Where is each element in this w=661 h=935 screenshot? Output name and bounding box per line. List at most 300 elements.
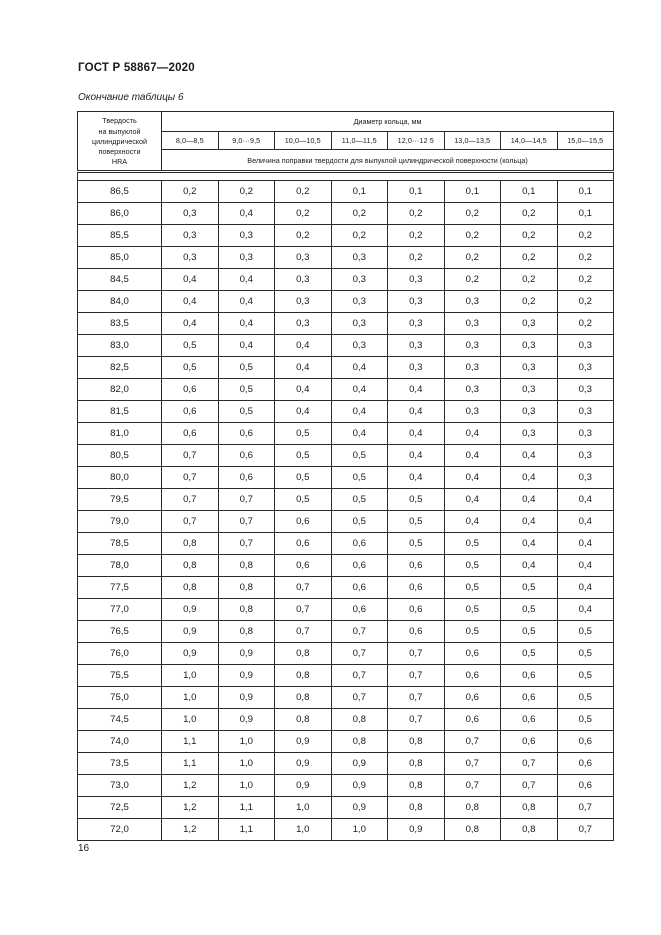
diameter-column-header: 14,0—14,5	[501, 132, 558, 150]
table-row	[78, 379, 614, 401]
correction-value-cell: 0,9	[162, 643, 219, 665]
correction-value-cell: 0,4	[444, 467, 501, 489]
correction-value-cell: 0,5	[557, 709, 614, 731]
correction-value-cell: 0,2	[444, 269, 501, 291]
correction-value-cell: 0,7	[162, 467, 219, 489]
correction-value-cell: 0,9	[218, 665, 275, 687]
correction-value-cell: 0,5	[501, 577, 558, 599]
correction-value-cell: 0,5	[331, 467, 388, 489]
correction-value-cell: 0,2	[444, 225, 501, 247]
correction-value-cell: 0,8	[275, 665, 332, 687]
correction-value-cell: 0,3	[501, 423, 558, 445]
correction-value-cell: 0,4	[557, 599, 614, 621]
correction-value-cell: 0,5	[501, 643, 558, 665]
correction-value-cell: 0,2	[444, 247, 501, 269]
correction-value-cell: 0,6	[218, 467, 275, 489]
correction-value-cell: 0,8	[162, 533, 219, 555]
correction-value-cell: 0,1	[501, 181, 558, 203]
correction-value-cell: 0,5	[162, 335, 219, 357]
correction-value-cell: 0,7	[388, 643, 445, 665]
correction-value-cell: 0,7	[501, 753, 558, 775]
correction-value-cell: 0,3	[331, 313, 388, 335]
correction-value-cell: 0,7	[444, 753, 501, 775]
correction-value-cell: 0,4	[557, 533, 614, 555]
correction-value-cell: 0,2	[275, 225, 332, 247]
correction-value-cell: 0,3	[331, 247, 388, 269]
correction-value-cell: 0,6	[275, 555, 332, 577]
correction-value-cell: 0,4	[275, 379, 332, 401]
correction-value-cell: 0,9	[218, 709, 275, 731]
correction-value-cell: 0,4	[218, 313, 275, 335]
correction-value-cell: 0,6	[275, 511, 332, 533]
correction-value-cell: 0,5	[218, 379, 275, 401]
correction-value-cell: 0,6	[501, 709, 558, 731]
hardness-cell: 84,0	[78, 291, 162, 313]
correction-value-cell: 0,6	[388, 555, 445, 577]
correction-value-cell: 0,5	[444, 577, 501, 599]
table-row	[78, 203, 614, 225]
hardness-cell: 77,0	[78, 599, 162, 621]
correction-value-cell: 0,6	[275, 533, 332, 555]
correction-value-cell: 0,5	[557, 665, 614, 687]
table-row	[78, 775, 614, 797]
hardness-cell: 83,5	[78, 313, 162, 335]
hardness-cell: 82,0	[78, 379, 162, 401]
correction-value-cell: 0,8	[388, 797, 445, 819]
correction-value-cell: 0,7	[275, 621, 332, 643]
correction-value-cell: 0,8	[388, 731, 445, 753]
correction-value-cell: 0,1	[388, 181, 445, 203]
correction-value-cell: 0,2	[388, 247, 445, 269]
hardness-cell: 80,5	[78, 445, 162, 467]
stub-line: цилиндрической	[91, 136, 148, 146]
correction-value-cell: 0,9	[218, 643, 275, 665]
correction-value-cell: 0,4	[501, 555, 558, 577]
correction-value-cell: 0,7	[331, 665, 388, 687]
table-row	[78, 357, 614, 379]
correction-value-cell: 0,8	[388, 775, 445, 797]
correction-value-cell: 0,5	[218, 401, 275, 423]
table-row	[78, 269, 614, 291]
correction-value-cell: 0,7	[331, 687, 388, 709]
correction-value-cell: 0,4	[501, 445, 558, 467]
correction-value-cell: 0,4	[218, 291, 275, 313]
correction-value-cell: 0,3	[501, 401, 558, 423]
correction-value-cell: 0,2	[275, 203, 332, 225]
header-separator	[78, 172, 614, 181]
correction-value-cell: 0,6	[331, 599, 388, 621]
correction-value-cell: 0,3	[388, 357, 445, 379]
correction-value-cell: 0,7	[388, 665, 445, 687]
correction-value-cell: 0,5	[275, 467, 332, 489]
correction-value-cell: 0,8	[444, 797, 501, 819]
table-row	[78, 665, 614, 687]
correction-value-cell: 0,6	[501, 687, 558, 709]
correction-value-cell: 0,3	[501, 379, 558, 401]
correction-value-cell: 0,4	[557, 489, 614, 511]
hardness-cell: 74,0	[78, 731, 162, 753]
correction-value-cell: 0,8	[218, 555, 275, 577]
diameter-column-header: 8,0—8,5	[162, 132, 219, 150]
correction-value-cell: 0,3	[444, 313, 501, 335]
correction-value-cell: 0,9	[162, 599, 219, 621]
hardness-cell: 86,5	[78, 181, 162, 203]
correction-value-cell: 0,7	[218, 533, 275, 555]
hardness-cell: 77,5	[78, 577, 162, 599]
correction-value-cell: 0,5	[331, 489, 388, 511]
diameter-column-header: 13,0—13,5	[444, 132, 501, 150]
correction-value-cell: 0,2	[331, 225, 388, 247]
hardness-stub-header	[78, 112, 162, 172]
correction-value-cell: 0,6	[388, 621, 445, 643]
stub-line: на выпуклой	[98, 126, 141, 136]
correction-value-cell: 0,4	[501, 533, 558, 555]
correction-value-cell: 0,3	[275, 313, 332, 335]
diameter-column-header: 15,0—15,5	[557, 132, 614, 150]
correction-value-cell: 0,6	[501, 731, 558, 753]
correction-value-cell: 0,2	[557, 269, 614, 291]
correction-value-cell: 1,0	[218, 775, 275, 797]
correction-value-cell: 0,6	[331, 533, 388, 555]
table-row	[78, 731, 614, 753]
correction-value-cell: 0,4	[331, 357, 388, 379]
correction-value-cell: 0,8	[444, 819, 501, 841]
hardness-cell: 84,5	[78, 269, 162, 291]
correction-value-cell: 0,6	[331, 555, 388, 577]
correction-value-cell: 0,4	[444, 445, 501, 467]
correction-value-cell: 0,7	[162, 511, 219, 533]
table-row	[78, 247, 614, 269]
correction-header: Величина поправки твердости для выпуклой цилиндрической поверхности (кольца)	[162, 150, 614, 172]
hardness-cell: 78,5	[78, 533, 162, 555]
table-body	[78, 181, 614, 841]
table-row	[78, 709, 614, 731]
correction-value-cell: 0,5	[444, 599, 501, 621]
correction-value-cell: 0,5	[444, 555, 501, 577]
table-row	[78, 599, 614, 621]
correction-value-cell: 0,6	[162, 423, 219, 445]
correction-value-cell: 0,3	[557, 467, 614, 489]
correction-value-cell: 0,6	[557, 775, 614, 797]
stub-line: HRA	[111, 157, 128, 167]
correction-value-cell: 1,0	[218, 753, 275, 775]
correction-value-cell: 0,4	[388, 445, 445, 467]
correction-value-cell: 0,7	[557, 797, 614, 819]
correction-value-cell: 0,7	[331, 643, 388, 665]
correction-value-cell: 0,4	[388, 467, 445, 489]
correction-value-cell: 1,0	[275, 797, 332, 819]
correction-value-cell: 0,7	[388, 709, 445, 731]
stub-line: Твердость	[102, 116, 137, 126]
hardness-cell: 72,5	[78, 797, 162, 819]
correction-value-cell: 0,3	[275, 269, 332, 291]
table-row	[78, 423, 614, 445]
correction-value-cell: 0,8	[501, 819, 558, 841]
hardness-cell: 81,5	[78, 401, 162, 423]
correction-value-cell: 1,0	[162, 687, 219, 709]
correction-value-cell: 0,4	[557, 555, 614, 577]
correction-value-cell: 0,7	[275, 577, 332, 599]
correction-value-cell: 0,9	[331, 775, 388, 797]
correction-value-cell: 0,1	[331, 181, 388, 203]
correction-value-cell: 0,5	[501, 599, 558, 621]
correction-value-cell: 0,9	[331, 797, 388, 819]
correction-value-cell: 0,3	[501, 357, 558, 379]
correction-value-cell: 0,3	[331, 291, 388, 313]
correction-value-cell: 0,3	[162, 203, 219, 225]
correction-value-cell: 0,1	[557, 181, 614, 203]
correction-value-cell: 0,9	[275, 731, 332, 753]
hardness-cell: 85,0	[78, 247, 162, 269]
correction-value-cell: 0,2	[557, 247, 614, 269]
diameter-column-header: 10,0—10,5	[275, 132, 332, 150]
hardness-cell: 72,0	[78, 819, 162, 841]
correction-value-cell: 0,5	[275, 489, 332, 511]
correction-value-cell: 0,7	[275, 599, 332, 621]
correction-value-cell: 0,6	[444, 643, 501, 665]
correction-value-cell: 0,3	[162, 247, 219, 269]
table-row	[78, 621, 614, 643]
correction-value-cell: 0,8	[388, 753, 445, 775]
correction-value-cell: 0,7	[162, 445, 219, 467]
correction-value-cell: 0,4	[444, 423, 501, 445]
correction-value-cell: 0,4	[162, 291, 219, 313]
correction-value-cell: 1,0	[218, 731, 275, 753]
diameter-column-header: 9,0···9,5	[218, 132, 275, 150]
table-row	[78, 577, 614, 599]
correction-value-cell: 0,8	[331, 709, 388, 731]
correction-value-cell: 0,3	[162, 225, 219, 247]
correction-value-cell: 0,3	[388, 269, 445, 291]
table-row	[78, 797, 614, 819]
correction-value-cell: 0,3	[557, 357, 614, 379]
correction-value-cell: 0,3	[218, 225, 275, 247]
correction-value-cell: 0,3	[444, 291, 501, 313]
correction-value-cell: 0,8	[501, 797, 558, 819]
table-row	[78, 489, 614, 511]
correction-value-cell: 0,3	[557, 335, 614, 357]
hardness-cell: 80,0	[78, 467, 162, 489]
correction-table	[77, 111, 614, 841]
correction-value-cell: 1,1	[218, 819, 275, 841]
correction-value-cell: 0,4	[501, 511, 558, 533]
correction-value-cell: 0,2	[501, 203, 558, 225]
correction-value-cell: 0,1	[557, 203, 614, 225]
diameter-span-header: Диаметр кольца, мм	[162, 112, 614, 132]
hardness-cell: 76,5	[78, 621, 162, 643]
hardness-cell: 83,0	[78, 335, 162, 357]
table-row	[78, 335, 614, 357]
correction-value-cell: 0,4	[501, 467, 558, 489]
table-caption: Окончание таблицы 6	[78, 92, 184, 103]
correction-value-cell: 0,5	[501, 621, 558, 643]
correction-value-cell: 0,2	[501, 247, 558, 269]
hardness-cell: 75,5	[78, 665, 162, 687]
correction-value-cell: 0,2	[162, 181, 219, 203]
correction-value-cell: 0,2	[557, 291, 614, 313]
correction-value-cell: 0,5	[444, 533, 501, 555]
correction-value-cell: 0,6	[218, 423, 275, 445]
table-row	[78, 533, 614, 555]
correction-value-cell: 0,7	[331, 621, 388, 643]
hardness-cell: 82,5	[78, 357, 162, 379]
correction-value-cell: 0,8	[218, 599, 275, 621]
correction-value-cell: 0,9	[162, 621, 219, 643]
correction-value-cell: 0,8	[218, 621, 275, 643]
correction-value-cell: 0,6	[557, 753, 614, 775]
correction-value-cell: 0,2	[557, 313, 614, 335]
correction-value-cell: 0,3	[388, 313, 445, 335]
hardness-cell: 86,0	[78, 203, 162, 225]
correction-value-cell: 0,9	[275, 753, 332, 775]
correction-value-cell: 1,0	[331, 819, 388, 841]
correction-value-cell: 1,0	[275, 819, 332, 841]
correction-value-cell: 0,4	[275, 401, 332, 423]
correction-value-cell: 0,4	[275, 357, 332, 379]
hardness-cell: 78,0	[78, 555, 162, 577]
correction-value-cell: 0,5	[557, 687, 614, 709]
correction-value-cell: 0,3	[557, 401, 614, 423]
correction-value-cell: 0,9	[331, 753, 388, 775]
correction-value-cell: 0,3	[557, 445, 614, 467]
correction-value-cell: 0,6	[557, 731, 614, 753]
correction-value-cell: 0,8	[218, 577, 275, 599]
correction-value-cell: 0,5	[275, 445, 332, 467]
table-row	[78, 291, 614, 313]
hardness-cell: 79,0	[78, 511, 162, 533]
stub-line: поверхности	[98, 147, 141, 157]
table-row	[78, 225, 614, 247]
correction-value-cell: 0,4	[218, 203, 275, 225]
correction-value-cell: 0,2	[444, 203, 501, 225]
correction-value-cell: 0,3	[444, 401, 501, 423]
table-row	[78, 819, 614, 841]
correction-value-cell: 0,6	[162, 379, 219, 401]
correction-value-cell: 0,2	[388, 203, 445, 225]
correction-value-cell: 1,2	[162, 797, 219, 819]
correction-value-cell: 0,5	[218, 357, 275, 379]
correction-value-cell: 0,6	[218, 445, 275, 467]
correction-value-cell: 0,5	[388, 489, 445, 511]
table-row	[78, 555, 614, 577]
correction-value-cell: 1,2	[162, 775, 219, 797]
table-row	[78, 445, 614, 467]
correction-value-cell: 0,3	[331, 269, 388, 291]
hardness-cell: 73,0	[78, 775, 162, 797]
correction-value-cell: 0,3	[388, 335, 445, 357]
correction-value-cell: 0,3	[444, 357, 501, 379]
correction-value-cell: 0,4	[388, 423, 445, 445]
correction-value-cell: 0,2	[218, 181, 275, 203]
correction-value-cell: 0,6	[444, 665, 501, 687]
correction-value-cell: 0,3	[444, 335, 501, 357]
correction-value-cell: 1,0	[162, 665, 219, 687]
correction-value-cell: 0,3	[388, 291, 445, 313]
correction-value-cell: 0,2	[331, 203, 388, 225]
correction-value-cell: 0,3	[331, 335, 388, 357]
correction-value-cell: 0,4	[218, 335, 275, 357]
correction-value-cell: 0,9	[218, 687, 275, 709]
correction-value-cell: 0,6	[388, 577, 445, 599]
correction-value-cell: 0,4	[275, 335, 332, 357]
correction-value-cell: 0,1	[444, 181, 501, 203]
correction-value-cell: 0,2	[275, 181, 332, 203]
correction-value-cell: 0,3	[501, 335, 558, 357]
correction-value-cell: 0,8	[275, 643, 332, 665]
correction-value-cell: 0,3	[557, 379, 614, 401]
correction-value-cell: 0,7	[388, 687, 445, 709]
correction-value-cell: 0,3	[444, 379, 501, 401]
correction-value-cell: 1,1	[162, 753, 219, 775]
correction-value-cell: 0,7	[557, 819, 614, 841]
hardness-cell: 79,5	[78, 489, 162, 511]
correction-value-cell: 0,5	[162, 357, 219, 379]
correction-value-cell: 0,8	[162, 555, 219, 577]
correction-value-cell: 0,3	[275, 247, 332, 269]
correction-value-cell: 0,2	[501, 269, 558, 291]
correction-value-cell: 0,7	[162, 489, 219, 511]
correction-value-cell: 0,4	[557, 511, 614, 533]
correction-value-cell: 0,4	[331, 423, 388, 445]
correction-value-cell: 0,5	[275, 423, 332, 445]
correction-value-cell: 0,2	[388, 225, 445, 247]
correction-value-cell: 0,4	[501, 489, 558, 511]
correction-value-cell: 0,4	[388, 401, 445, 423]
correction-value-cell: 0,5	[557, 643, 614, 665]
correction-value-cell: 0,6	[444, 709, 501, 731]
correction-value-cell: 0,3	[501, 313, 558, 335]
hardness-cell: 75,0	[78, 687, 162, 709]
correction-value-cell: 0,7	[218, 511, 275, 533]
correction-value-cell: 0,6	[444, 687, 501, 709]
document-title: ГОСТ Р 58867—2020	[78, 62, 195, 74]
table-row	[78, 687, 614, 709]
hardness-cell: 85,5	[78, 225, 162, 247]
correction-value-cell: 0,9	[388, 819, 445, 841]
correction-value-cell: 0,5	[331, 445, 388, 467]
correction-value-cell: 0,4	[162, 269, 219, 291]
table-row	[78, 753, 614, 775]
correction-value-cell: 0,6	[162, 401, 219, 423]
correction-value-cell: 0,3	[218, 247, 275, 269]
correction-value-cell: 0,5	[331, 511, 388, 533]
page-number: 16	[78, 843, 90, 854]
correction-value-cell: 0,2	[557, 225, 614, 247]
correction-value-cell: 0,7	[444, 731, 501, 753]
correction-value-cell: 1,2	[162, 819, 219, 841]
correction-value-cell: 0,8	[331, 731, 388, 753]
correction-value-cell: 1,1	[218, 797, 275, 819]
correction-value-cell: 0,4	[331, 401, 388, 423]
correction-value-cell: 0,5	[388, 511, 445, 533]
correction-value-cell: 0,5	[557, 621, 614, 643]
correction-value-cell: 1,1	[162, 731, 219, 753]
correction-value-cell: 0,2	[501, 291, 558, 313]
correction-value-cell: 0,7	[444, 775, 501, 797]
correction-value-cell: 0,7	[501, 775, 558, 797]
hardness-cell: 73,5	[78, 753, 162, 775]
correction-value-cell: 0,8	[162, 577, 219, 599]
hardness-cell: 81,0	[78, 423, 162, 445]
hardness-cell: 76,0	[78, 643, 162, 665]
correction-value-cell: 0,2	[501, 225, 558, 247]
table-row	[78, 511, 614, 533]
diameter-column-header: 11,0—11,5	[331, 132, 388, 150]
correction-value-cell: 0,6	[501, 665, 558, 687]
correction-value-cell: 1,0	[162, 709, 219, 731]
correction-value-cell: 0,8	[275, 687, 332, 709]
hardness-cell: 74,5	[78, 709, 162, 731]
